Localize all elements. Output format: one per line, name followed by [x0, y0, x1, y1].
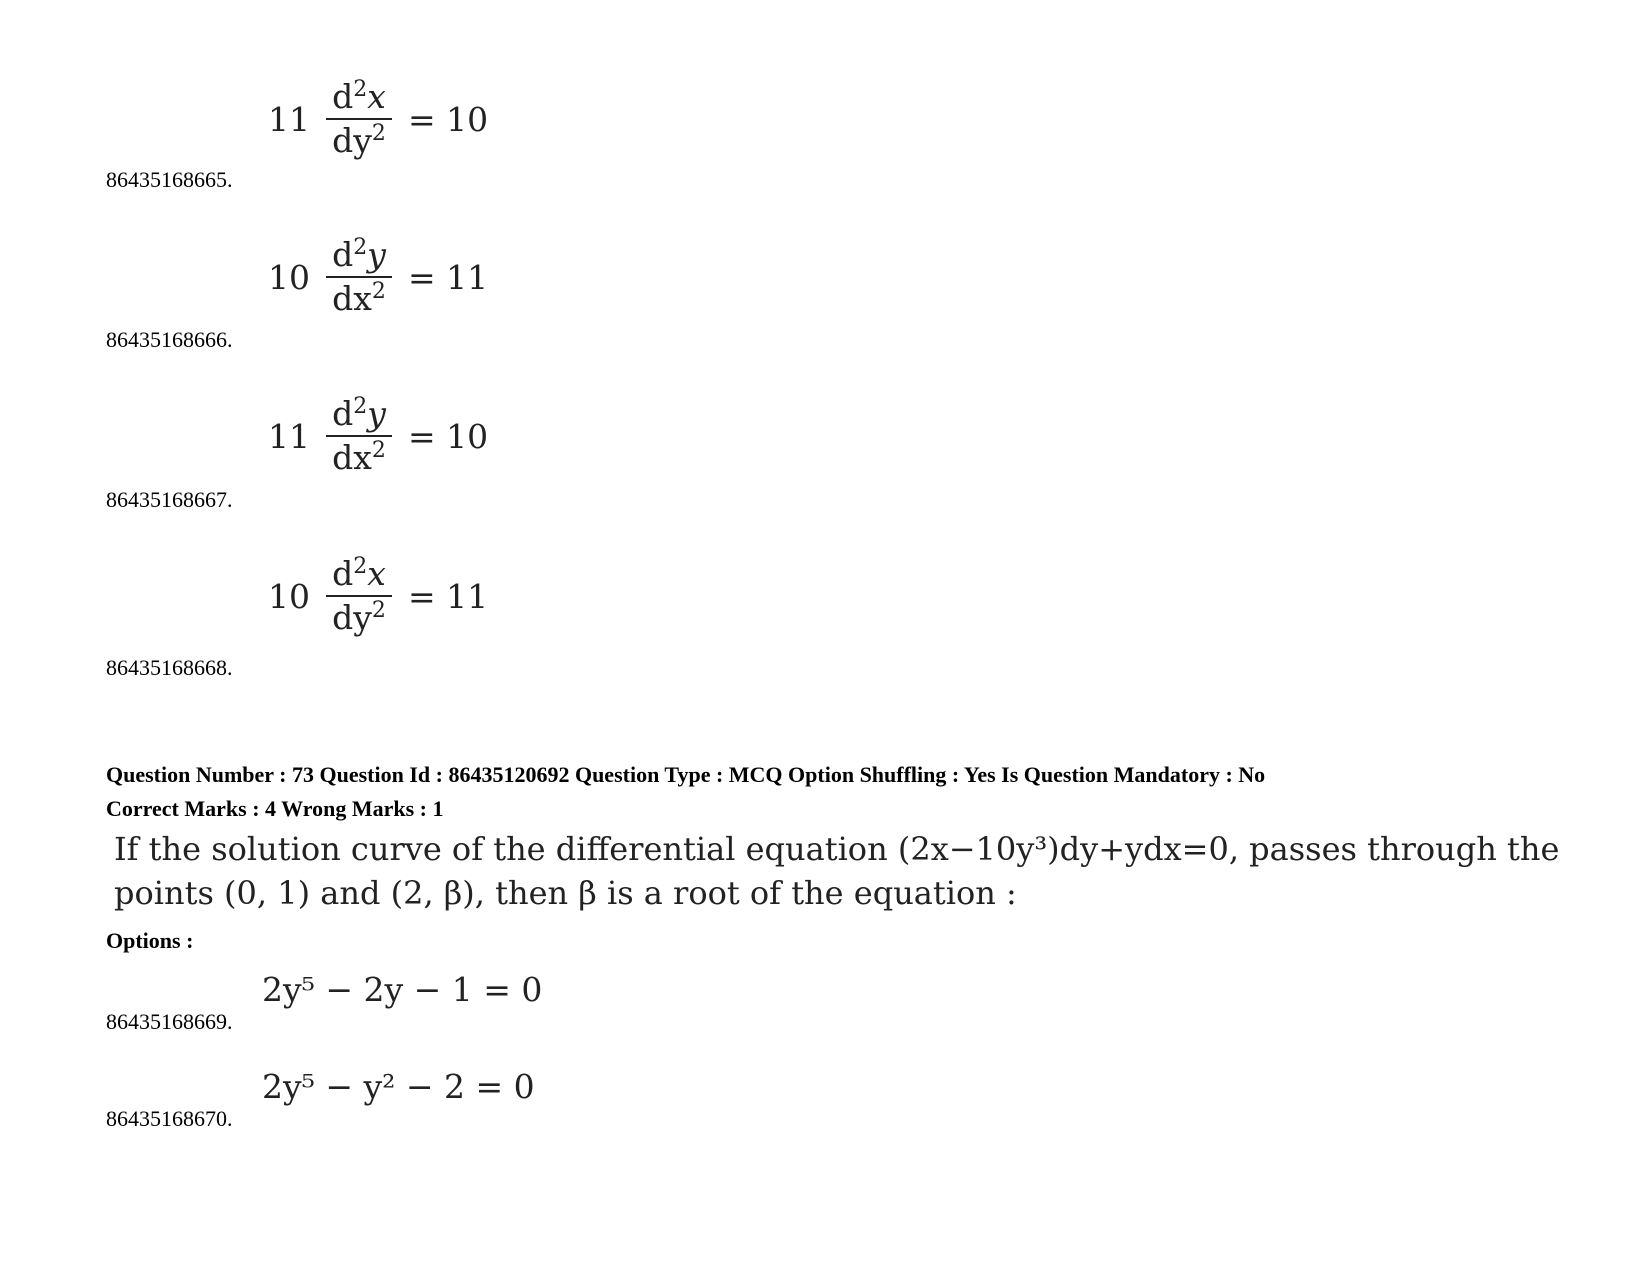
- option-id: 86435168667.: [106, 487, 233, 512]
- fraction: [326, 555, 392, 637]
- fraction-denominator: $dx^2$: [332, 438, 386, 477]
- equation-rhs: = 11: [408, 576, 489, 616]
- option-id: 86435168669.: [106, 1009, 233, 1034]
- fraction-bar: [326, 435, 392, 437]
- option-equation: [268, 555, 488, 637]
- option-id: 86435168665.: [106, 167, 233, 192]
- question-text-line: If the solution curve of the differential equation (2x−10y³)dy+ydx=0, passes through the: [114, 830, 1560, 868]
- fraction-denominator: $dx^2$: [332, 279, 386, 318]
- question-text-line: points (0, 1) and (2, β), then β is a root of the equation :: [114, 874, 1017, 912]
- equation-coefficient: 11: [268, 99, 310, 139]
- fraction-denominator: $dy^2$: [332, 121, 386, 160]
- equation-rhs: = 10: [408, 416, 489, 456]
- equation-rhs: = 11: [408, 257, 489, 297]
- fraction-bar: [326, 118, 392, 120]
- fraction-numerator: $d^2y$: [332, 394, 386, 433]
- option-id: 86435168668.: [106, 655, 233, 680]
- option-equation: 2y⁵ − 2y − 1 = 0: [262, 970, 543, 1009]
- option-equation: [268, 78, 488, 160]
- fraction: [326, 395, 392, 477]
- equation-coefficient: 11: [268, 416, 310, 456]
- equation-coefficient: 10: [268, 576, 310, 616]
- question-meta: Question Number : 73 Question Id : 86435120692 Question Type : MCQ Option Shuffling : Yes Is Question Mandatory : No: [106, 762, 1266, 787]
- question-text: [114, 827, 1594, 915]
- fraction-numerator: $d^2x$: [332, 77, 386, 116]
- option-equation: [268, 236, 488, 318]
- option-id: 86435168670.: [106, 1106, 233, 1131]
- fraction-bar: [326, 595, 392, 597]
- option-equation: [268, 395, 488, 477]
- fraction: [326, 78, 392, 160]
- question-marks: Correct Marks : 4 Wrong Marks : 1: [106, 796, 444, 821]
- fraction-numerator: $d^2x$: [332, 554, 386, 593]
- options-label: Options :: [106, 928, 194, 953]
- option-equation: 2y⁵ − y² − 2 = 0: [262, 1067, 535, 1106]
- fraction-numerator: $d^2y$: [332, 235, 386, 274]
- fraction-denominator: $dy^2$: [332, 598, 386, 637]
- equation-rhs: = 10: [408, 99, 489, 139]
- equation-coefficient: 10: [268, 257, 310, 297]
- option-id: 86435168666.: [106, 327, 233, 352]
- fraction: [326, 236, 392, 318]
- fraction-bar: [326, 276, 392, 278]
